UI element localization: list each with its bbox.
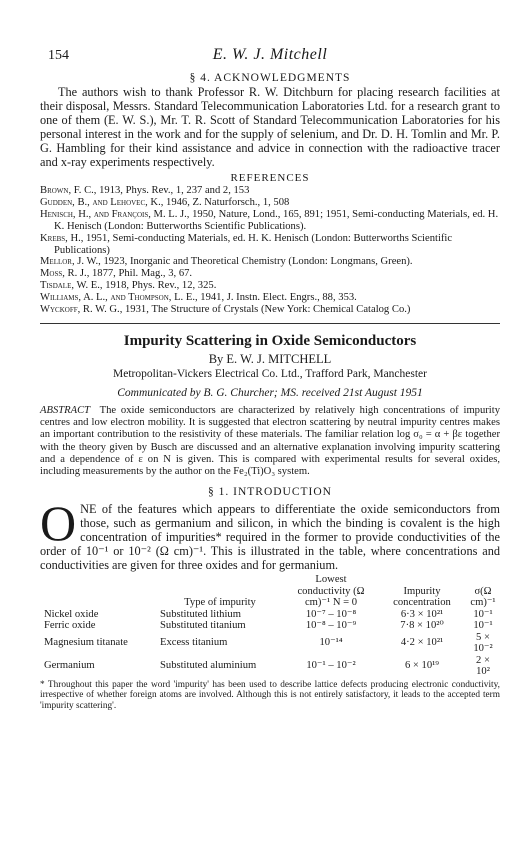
reference-authors: Henisch, H., and François, M. L. J., 1950, (40, 208, 219, 220)
abstract-label: ABSTRACT (40, 404, 91, 416)
reference-authors: Tisdale, W. E., 1918, (40, 280, 132, 292)
reference-source: Z. Naturforsch., 1, 508 (192, 196, 290, 208)
ack-heading: § 4. ACKNOWLEDGMENTS (189, 72, 351, 84)
reference-source: Semi-conducting Materials, ed. H. K. Henisch (London: Butterworths Scientific Publications) (54, 232, 453, 256)
data-table (40, 574, 500, 678)
reference-authors: Brown, F. C., 1913, (40, 185, 126, 196)
reference-item (40, 268, 500, 280)
table-cell: Substituted aluminium (160, 660, 257, 672)
reference-source: J. Instn. Elect. Engrs., 88, 353. (226, 292, 357, 304)
table-cell: 10⁻⁷ – 10⁻⁸ (305, 608, 357, 620)
table-cell: Substituted lithium (160, 608, 241, 620)
ack-text: The authors wish to thank Professor R. W. Ditchburn for placing research facilities at their disposal, Messrs. Standard Telecommunication Laboratories Ltd. for a research grant to one of them (E. W. S.), Mr. T. R. Scott of Standard Telecommunication Laboratories for his personal interest in the work and for the supply of selenium, and Dr. D. H. Tomlin and Mr. P. G. Hambling for their kind assistance and advice in connection with the radioactive tracer and x-ray experiments respectively. (40, 85, 500, 169)
reference-source: Phys. Rev., 12, 325. (131, 280, 217, 292)
reference-item (40, 280, 500, 292)
reference-source: Inorganic and Theoretical Chemistry (London: Longmans, Green). (129, 256, 413, 268)
reference-authors: Williams, A. L., and Thompson, L. E., 1941, (40, 292, 227, 304)
intro-paragraph (40, 495, 500, 573)
reference-source: The Structure of Crystals (New York: Chemical Catalog Co.) (151, 304, 411, 316)
abstract-text: The oxide semiconductors are characterized by relatively high concentrations of impurity centres and low electron mobility. It is suggested that electron scattering by neutral impurity centres makes an important contribution to the resistivity of these materials. The familiar relation log σ₀ = α + βε together with the theory given by Busch are discussed and an alternative explanation involving impurity scattering and a dependence of ε on N is given. This is compared with experimental results for several oxides, including measurements by the author on the Fe₂(Ti)O₃ system. (40, 404, 500, 477)
table-cell: 7·8 × 10²⁰ (400, 620, 444, 632)
article-divider (40, 323, 500, 324)
reference-item (40, 185, 500, 197)
reference-item (40, 197, 500, 209)
page-number: 154 (48, 48, 69, 63)
table-cell: 10⁻¹ – 10⁻² (306, 660, 356, 672)
running-title: E. W. J. Mitchell (212, 46, 328, 63)
table-cell: 10⁻¹ (473, 608, 493, 620)
table-header-row (40, 574, 500, 609)
table-row (40, 655, 500, 678)
intro-text: NE of the features which appears to differentiate the oxide semiconductors from those, such as germanium and silicon, in which the binding is covalent is the high concentration of impurities* required in the former to provide conductivities of the order of 10⁻¹ or 10⁻² (Ω cm)⁻¹. This is illustrated in the table, where concentrations and conductivities are given for three oxides and for germanium. (40, 502, 500, 573)
reference-authors: Moss, R. J., 1877, (40, 268, 119, 280)
table-cell: Substituted titanium (160, 620, 246, 632)
table-body (40, 609, 500, 678)
abstract (40, 405, 500, 478)
intro-heading: § 1. INTRODUCTION (207, 486, 332, 499)
reference-item (40, 233, 500, 257)
references-list (40, 185, 500, 316)
table-row (40, 609, 500, 621)
table-cell: 2 × 10² (476, 654, 490, 678)
reference-item (40, 209, 500, 233)
table-row (40, 620, 500, 632)
reference-authors: Mellor, J. W., 1923, (40, 256, 130, 268)
reference-authors: Wyckoff, R. W. G., 1931, (40, 304, 152, 316)
table-header-cell: Impurity concentration (393, 585, 451, 609)
table-header-cell: σ(Ω cm)⁻¹ (470, 585, 496, 609)
references-heading: REFERENCES (230, 172, 310, 184)
article-title: Impurity Scattering in Oxide Semiconductors (123, 332, 417, 349)
reference-source: Nature, Lond., 165, 891; 1951, Semi-conducting Materials, ed. H. K. Henisch (London: Butterworths Scientific Publications). (54, 208, 499, 232)
table-cell: 10⁻¹ (473, 620, 493, 632)
table-cell: Excess titanium (160, 637, 228, 649)
reference-item (40, 304, 500, 316)
intro-dropcap: O (40, 495, 77, 552)
page-header (40, 40, 500, 70)
footnote: * Throughout this paper the word 'impurity' has been used to describe lattice defects producing electronic conductivity, irrespective of whether foreign atoms are involved. Although this is not entirely satisfactory, it leads to the accepted term 'impurity scattering'. (40, 679, 500, 712)
table-header-cell: Lowest conductivity (Ω cm)⁻¹ N = 0 (297, 574, 365, 609)
table-cell: 5 × 10⁻² (473, 631, 493, 655)
reference-source: Phys. Rev., 1, 237 and 2, 153 (125, 185, 250, 196)
reference-source: Phil. Mag., 3, 67. (118, 268, 193, 280)
page (40, 40, 500, 712)
table-cell: 10⁻¹⁴ (319, 637, 343, 649)
table-cell: 6 × 10¹⁹ (404, 660, 440, 672)
table-cell: 10⁻⁸ – 10⁻⁹ (305, 620, 357, 632)
table-header-cell: Type of impurity (184, 597, 256, 609)
table-cell: Nickel oxide (44, 608, 99, 620)
article-affiliation: Metropolitan-Vickers Electrical Co. Ltd., Trafford Park, Manchester (113, 367, 427, 380)
table-header-cell (40, 574, 156, 609)
table-cell: 6·3 × 10²¹ (400, 608, 444, 620)
reference-item (40, 292, 500, 304)
reference-authors: Krebs, H., 1951, (40, 232, 113, 244)
table-cell: Ferric oxide (44, 620, 96, 632)
reference-authors: Gudden, B., and Lehovec, K., 1946, (40, 196, 193, 208)
table-cell: 4·2 × 10²¹ (400, 637, 444, 649)
table-cell: Magnesium titanate (44, 637, 128, 649)
communicated-line: Communicated by B. G. Churcher; MS. received 21st August 1951 (117, 386, 423, 399)
article-byline: By E. W. J. MITCHELL (208, 351, 332, 366)
table-row (40, 632, 500, 655)
reference-item (40, 256, 500, 268)
table-cell: Germanium (44, 660, 95, 672)
